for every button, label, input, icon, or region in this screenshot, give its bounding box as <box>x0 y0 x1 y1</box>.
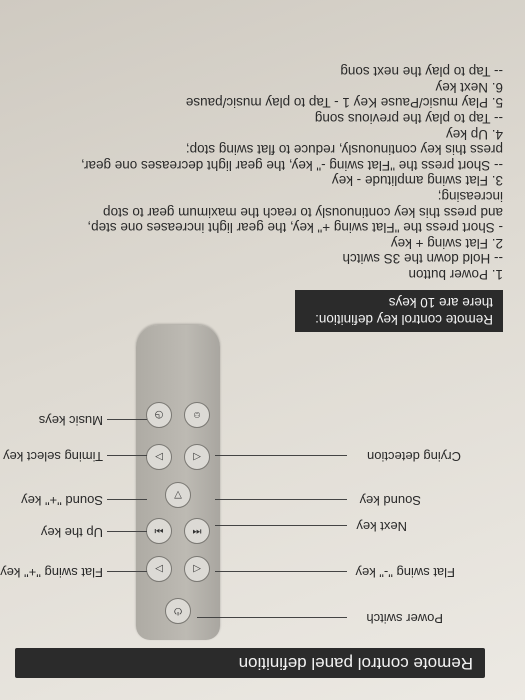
next-song-icon: ⏮ <box>184 518 210 544</box>
power-button-icon: ⏻ <box>165 598 191 624</box>
swing-minus-icon: ◁ <box>184 556 210 582</box>
timing-select-icon: ◷ <box>146 402 172 428</box>
label-swing-plus: Flat swing "+" key <box>0 565 103 580</box>
instruction-line: press this key continuously, reduce to flat swing stop; <box>185 142 503 158</box>
callout-line <box>215 525 347 526</box>
swing-plus-icon: ▷ <box>146 556 172 582</box>
callout-line <box>107 499 147 500</box>
label-crying-detection: Crying detection <box>367 449 461 464</box>
instruction-list <box>13 64 503 282</box>
callout-line <box>107 419 147 420</box>
sound-plus-icon: ▷ <box>146 444 172 470</box>
instruction-line: 4. Up key <box>445 126 503 142</box>
instruction-line: -- Hold down the 3S switch <box>342 251 503 267</box>
section-title-line: Remote control key definition: <box>315 312 493 327</box>
label-power-switch: Power switch <box>366 611 443 626</box>
crying-detection-icon: ☺ <box>184 402 210 428</box>
section-title-line: there are 10 keys <box>388 295 493 310</box>
up-song-icon: ▽ <box>165 482 191 508</box>
instruction-line: 1. Power button <box>408 267 503 282</box>
callout-line <box>107 571 147 572</box>
label-next-key: Next key <box>356 519 407 534</box>
instruction-line: -- Tap to play the next song <box>340 64 503 80</box>
label-sound-plus: Sound "+" key <box>21 493 103 508</box>
instruction-line: and press this key continuously to reach the maximum gear to stop <box>103 204 503 220</box>
callout-line <box>215 571 347 572</box>
instruction-line: - Short press the "Flat swing +" key, the gear light increases one step, <box>87 220 503 236</box>
instruction-line: 5. Play music/Pause Key 1 - Tap to play music/pause <box>185 95 503 111</box>
prev-song-icon: ⏭ <box>146 518 172 544</box>
label-timing-select: Timing select key <box>3 449 103 464</box>
callout-line <box>215 499 347 500</box>
page-header: Remote control panel definition <box>15 648 485 678</box>
remote-illustration <box>136 325 220 640</box>
instruction-line: 2. Flat swing + key <box>390 235 503 251</box>
instruction-line: -- Short press the "Flat swing -" key, the gear light decreases one gear, <box>80 157 503 173</box>
instruction-line: -- Tap to play the previous song <box>314 111 503 127</box>
callout-line <box>215 455 347 456</box>
instruction-line: 3. Flat swing amplitude - key <box>331 173 503 189</box>
callout-line <box>107 531 147 532</box>
callout-line <box>197 617 347 618</box>
callout-line <box>107 455 147 456</box>
label-swing-minus: Flat swing "-" key <box>355 565 455 580</box>
instruction-line: 6. Next key <box>435 79 503 95</box>
instruction-line: increasing; <box>437 189 503 205</box>
sound-minus-icon: ◁ <box>184 444 210 470</box>
label-up-key: Up the key <box>40 525 103 540</box>
label-sound-key: Sound key <box>359 493 421 508</box>
label-music-keys: Music keys <box>38 413 103 428</box>
section-title <box>295 290 503 332</box>
